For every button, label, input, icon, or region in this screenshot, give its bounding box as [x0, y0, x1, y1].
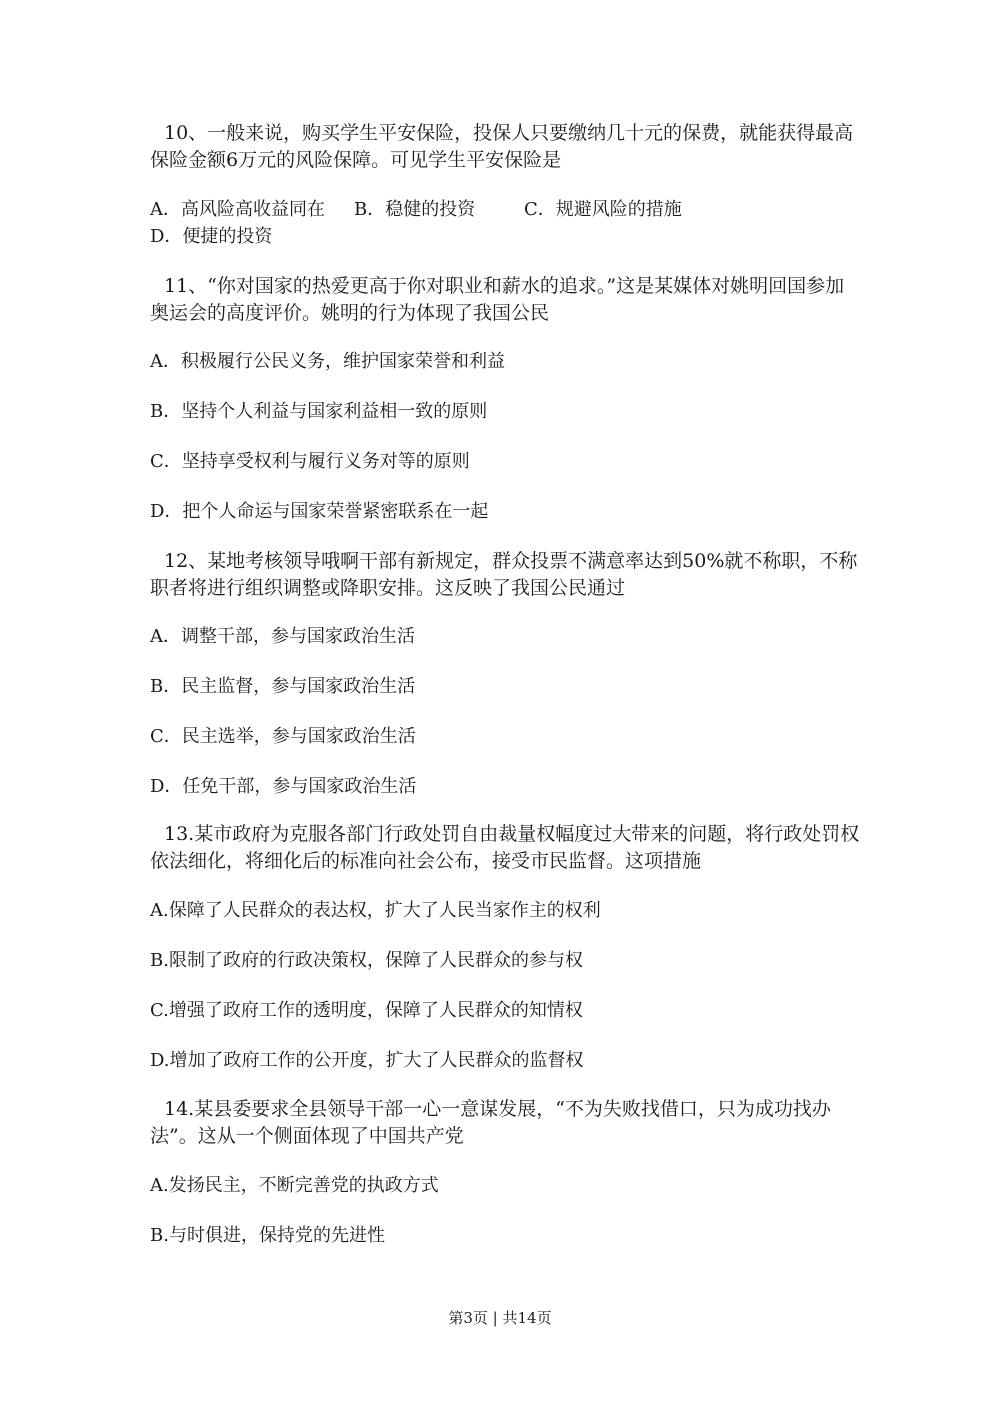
- option-a: A.发扬民主，不断完善党的执政方式: [150, 1175, 439, 1196]
- question-11: [150, 273, 862, 327]
- option-a: A.保障了人民群众的表达权，扩大了人民当家作主的权利: [150, 900, 601, 921]
- option-b: B.限制了政府的行政决策权，保障了人民群众的参与权: [150, 950, 583, 971]
- option-d: D．便捷的投资: [150, 226, 273, 247]
- question-stem: 11、“你对国家的热爱更高于你对职业和薪水的追求。”这是某媒体对姚明回国参加奥运会的高度评价。姚明的行为体现了我国公民: [150, 275, 845, 324]
- question-14: [150, 1096, 862, 1150]
- option-c: C．民主选举，参与国家政治生活: [150, 726, 416, 747]
- question-stem: 10、一般来说，购买学生平安保险，投保人只要缴纳几十元的保费，就能获得最高保险金额6万元的风险保障。可见学生平安保险是: [150, 122, 854, 171]
- page-footer: 第3页 | 共14页: [448, 1309, 552, 1327]
- option-a: A．积极履行公民义务，维护国家荣誉和利益: [150, 351, 505, 372]
- question-stem: 12、某地考核领导哦啊干部有新规定，群众投票不满意率达到50%就不称职，不称职者将进行组织调整或降职安排。这反映了我国公民通过: [150, 550, 858, 599]
- option-a: A．调整干部，参与国家政治生活: [150, 626, 415, 647]
- question-stem: 14.某县委要求全县领导干部一心一意谋发展，“不为失败找借口，只为成功找办法”。这从一个侧面体现了中国共产党: [150, 1098, 831, 1147]
- option-d: D.增加了政府工作的公开度，扩大了人民群众的监督权: [150, 1050, 584, 1071]
- question-stem: 13.某市政府为克服各部门行政处罚自由裁量权幅度过大带来的问题，将行政处罚权依法细化，将细化后的标准向社会公布，接受市民监督。这项措施: [150, 823, 860, 872]
- question-13: [150, 821, 862, 875]
- question-12: [150, 548, 862, 602]
- option-d: D．任免干部，参与国家政治生活: [150, 776, 417, 797]
- option-d: D．把个人命运与国家荣誉紧密联系在一起: [150, 501, 489, 522]
- option-c: C．规避风险的措施: [524, 199, 682, 220]
- option-c: C.增强了政府工作的透明度，保障了人民群众的知情权: [150, 1000, 583, 1021]
- option-b: B．稳健的投资: [354, 199, 476, 220]
- option-a: A．高风险高收益同在: [150, 199, 325, 220]
- option-b: B.与时俱进，保持党的先进性: [150, 1225, 385, 1246]
- question-10: [150, 120, 862, 174]
- option-c: C．坚持享受权利与履行义务对等的原则: [150, 451, 470, 472]
- option-b: B．民主监督，参与国家政治生活: [150, 676, 416, 697]
- option-b: B．坚持个人利益与国家利益相一致的原则: [150, 401, 488, 422]
